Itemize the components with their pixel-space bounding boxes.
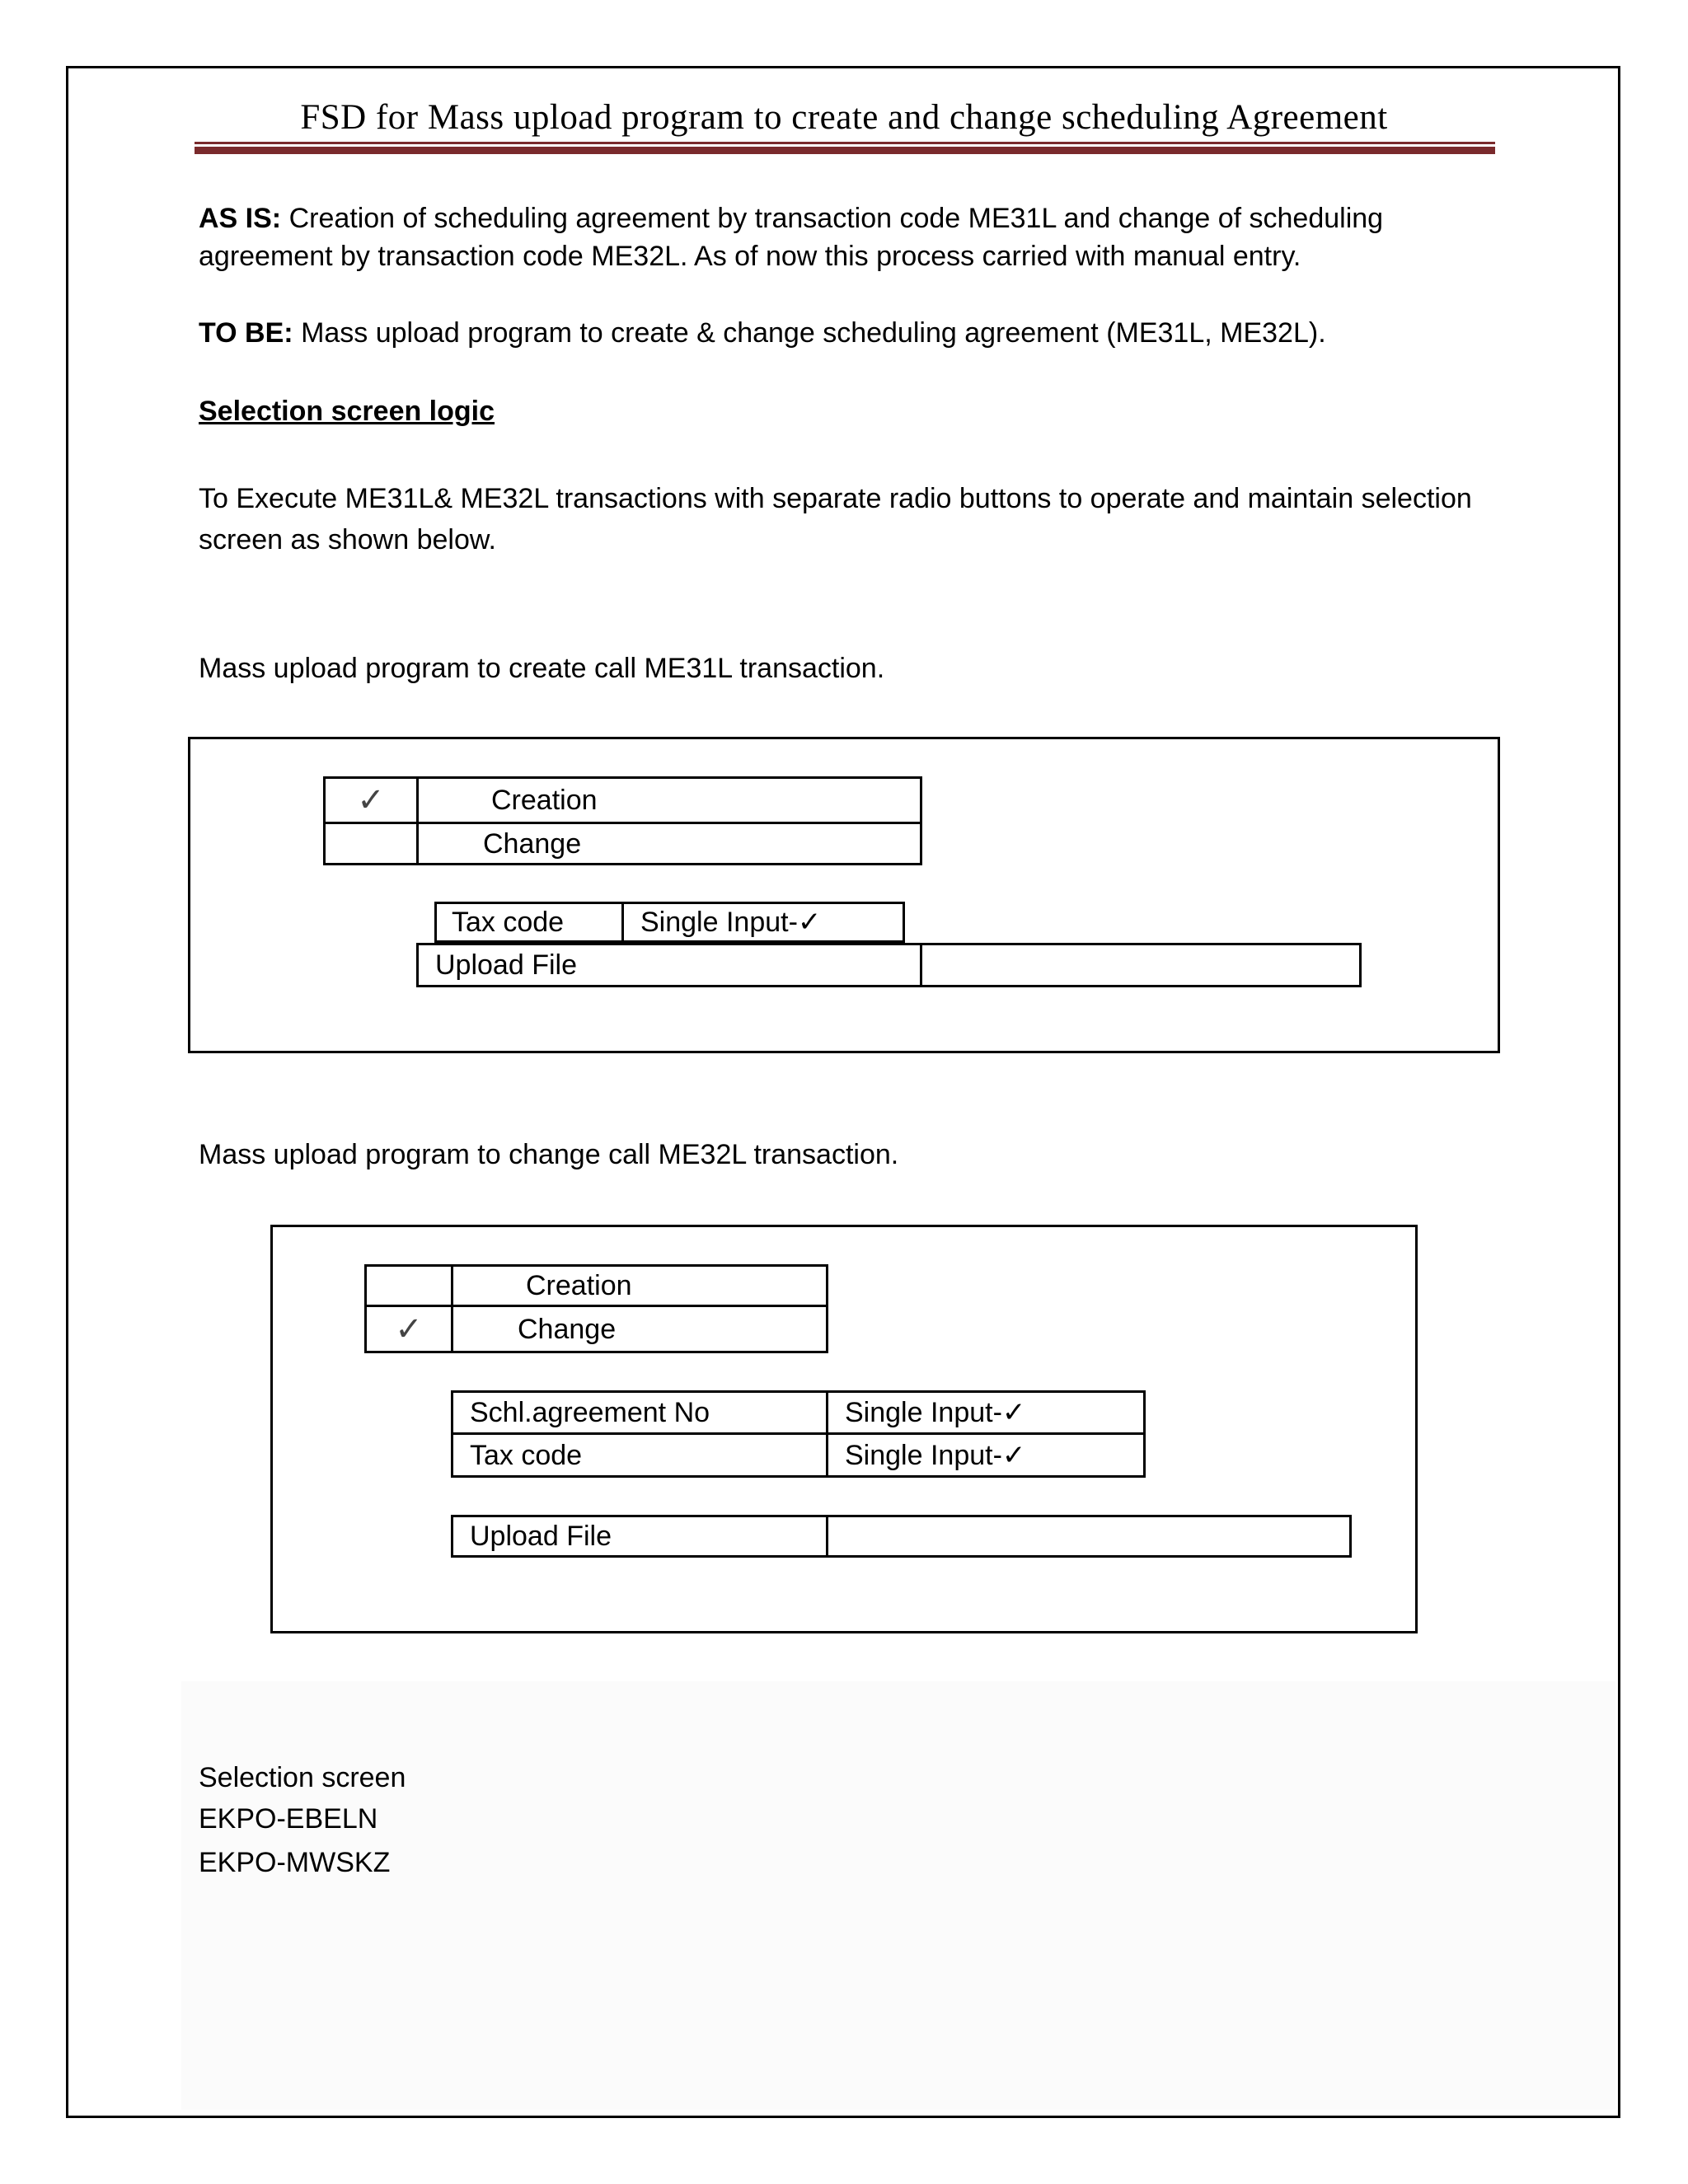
create-tax-code-value: Single Input-	[640, 907, 798, 938]
create-tax-code-label: Tax code	[434, 902, 624, 943]
change-tax-code-input[interactable]	[826, 1432, 1146, 1478]
as-is-text-2: agreement by transaction code ME32L. As of now this process carried with manual entry.	[199, 241, 1301, 272]
selection-logic-line-1: To Execute ME31L& ME32L transactions with separate radio buttons to operate and maintain selection	[199, 483, 1472, 514]
selection-logic-line-2: screen as shown below.	[199, 524, 496, 555]
selection-field: EKPO-MWSKZ	[199, 1847, 391, 1878]
create-tax-code-input[interactable]	[621, 902, 905, 943]
as-is-text-1: Creation of scheduling agreement by transaction code ME31L and change of scheduling	[288, 203, 1384, 234]
change-upload-file-input[interactable]	[826, 1515, 1352, 1558]
checkmark-icon: ✓	[797, 906, 822, 939]
change-agreement-no-value: Single Input-	[845, 1397, 1002, 1428]
create-option-change-label: Change	[416, 822, 922, 865]
change-radio-change[interactable]: ✓	[364, 1305, 453, 1353]
background-shade	[181, 1681, 1615, 2110]
create-upload-file-input[interactable]	[920, 943, 1362, 987]
page-title: FSD for Mass upload program to create and change scheduling Agreement	[300, 98, 1388, 137]
selection-screen-title: Selection screen	[199, 1762, 406, 1793]
change-agreement-no-input[interactable]	[826, 1390, 1146, 1435]
to-be-text: Mass upload program to create & change scheduling agreement (ME31L, ME32L).	[301, 317, 1326, 349]
as-is-line-1	[199, 199, 1383, 237]
selection-logic-heading: Selection screen logic	[199, 396, 495, 427]
header-rule-thick	[195, 147, 1495, 154]
checkmark-icon: ✓	[1001, 1396, 1026, 1429]
change-option-change-label: Change	[451, 1305, 828, 1353]
create-radio-change[interactable]	[323, 822, 419, 865]
change-option-creation-label: Creation	[451, 1264, 828, 1307]
to-be-label: TO BE:	[199, 317, 293, 349]
header-rule-thin	[195, 142, 1495, 144]
selection-field: EKPO-EBELN	[199, 1803, 378, 1835]
create-option-creation-label: Creation	[416, 776, 922, 824]
change-upload-file-label: Upload File	[451, 1515, 828, 1558]
create-radio-creation[interactable]: ✓	[323, 776, 419, 824]
change-tax-code-value: Single Input-	[845, 1439, 1002, 1471]
change-radio-creation[interactable]	[364, 1264, 453, 1307]
create-upload-file-label: Upload File	[416, 943, 922, 987]
change-caption: Mass upload program to change call ME32L transaction.	[199, 1139, 899, 1170]
checkmark-icon: ✓	[1001, 1438, 1026, 1472]
as-is-label: AS IS:	[199, 203, 282, 234]
create-caption: Mass upload program to create call ME31L transaction.	[199, 653, 885, 684]
to-be-line	[199, 314, 1326, 352]
change-agreement-no-label: Schl.agreement No	[451, 1390, 828, 1435]
change-tax-code-label: Tax code	[451, 1432, 828, 1478]
